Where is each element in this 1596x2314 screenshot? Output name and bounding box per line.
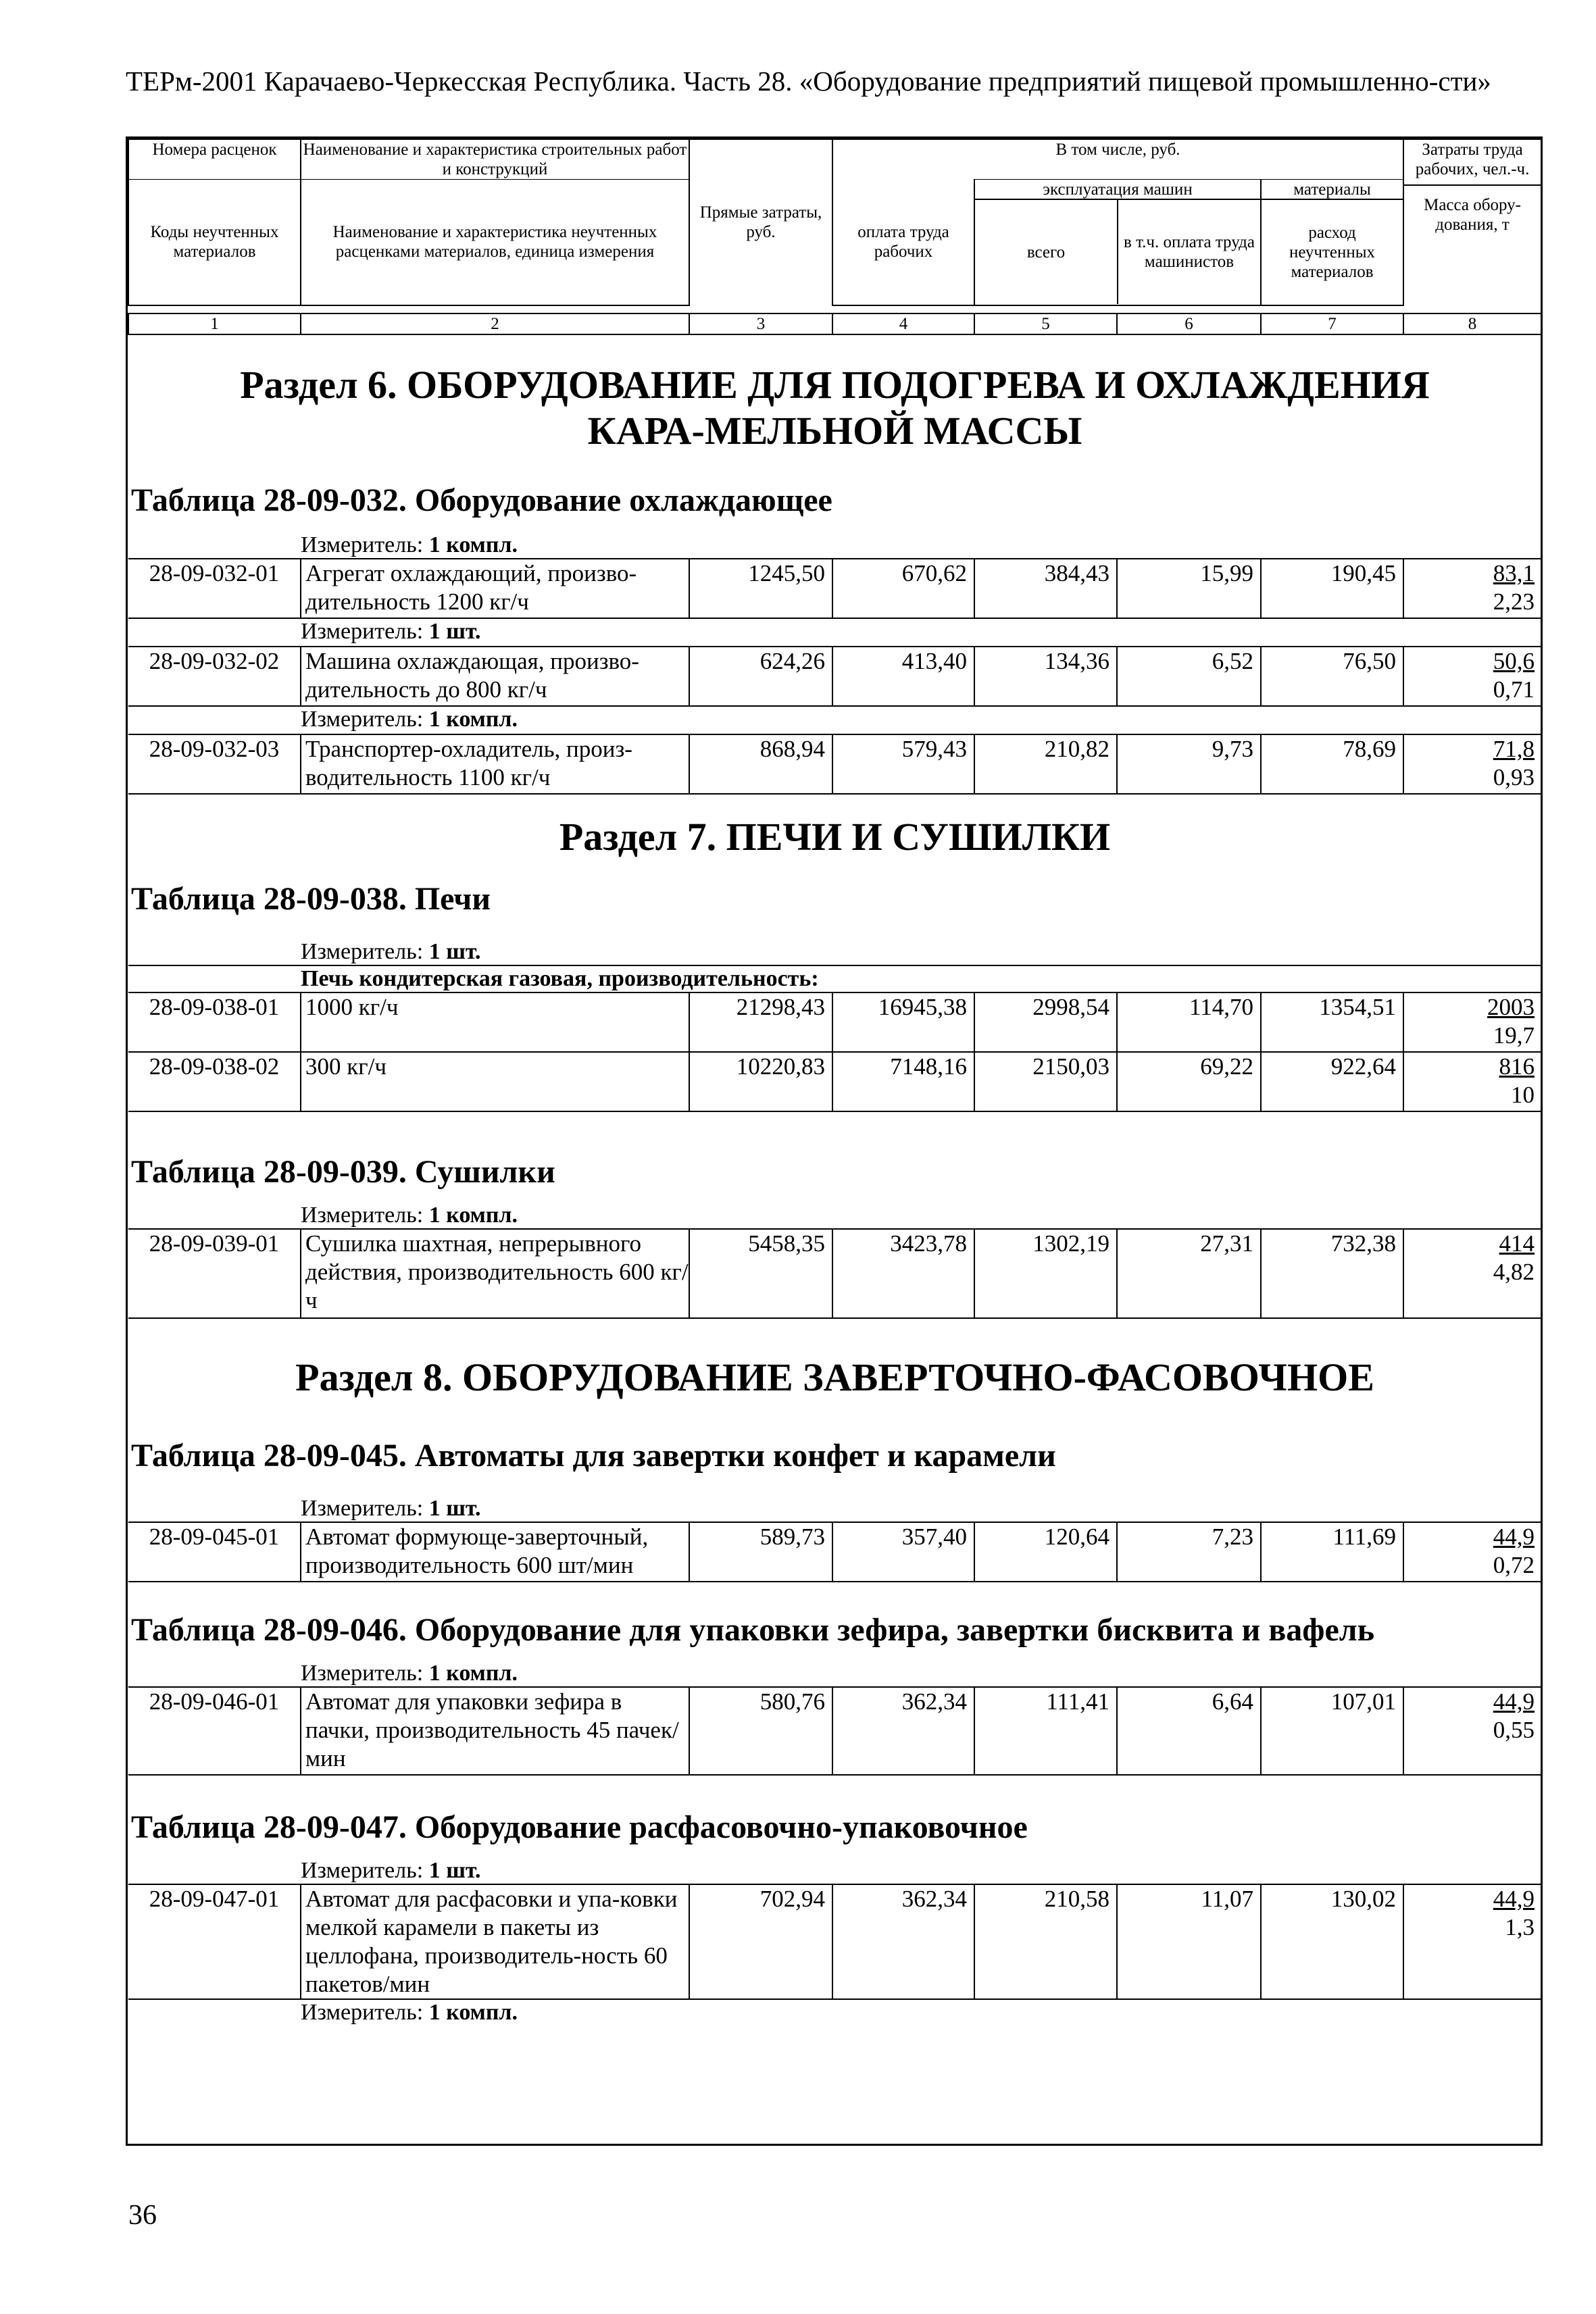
direct-cost: 21298,43: [689, 992, 832, 1052]
labor-hours: 44,9: [1493, 1688, 1535, 1715]
measure-row: [128, 1846, 1541, 1884]
labor-hours: 2003: [1487, 993, 1535, 1020]
operator-cost: 6,64: [1117, 1687, 1261, 1775]
col-head-vsego: всего: [975, 200, 1118, 304]
table-039-title-row: [128, 1111, 1541, 1191]
measure-text: [301, 1999, 1541, 2026]
measure-text: [301, 928, 1541, 965]
measure-value: 1 шт.: [428, 618, 481, 644]
measure-value: 1 компл.: [428, 706, 518, 732]
labor-cost: 670,62: [832, 559, 974, 618]
equipment-mass: 2,23: [1493, 588, 1535, 615]
operator-cost: 9,73: [1117, 734, 1261, 794]
equipment-mass: 0,93: [1493, 763, 1535, 790]
table-045-title-row: [128, 1437, 1541, 1484]
hours-mass: [1403, 647, 1541, 706]
section-6-row: [128, 334, 1541, 482]
hours-mass: [1403, 1522, 1541, 1582]
hours-mass: [1403, 1687, 1541, 1775]
measure-label: Измеритель:: [301, 1999, 424, 2025]
hours-mass: [1403, 734, 1541, 794]
header-row-mid: [128, 180, 1541, 305]
table-row: [128, 1052, 1541, 1111]
measure-text: [301, 1191, 1541, 1229]
page-header: ТЕРм-2001 Карачаево-Черкесская Республика. Часть 28. «Оборудование предприятий пищевой промышленно-сти»: [126, 66, 1491, 97]
price-grid: [128, 139, 1542, 2026]
direct-cost: 5458,35: [689, 1229, 832, 1318]
machine-cost: 384,43: [974, 559, 1117, 618]
table-row: [128, 559, 1541, 618]
rate-code: 28-09-039-01: [128, 1229, 301, 1318]
operator-cost: 15,99: [1117, 559, 1261, 618]
measure-text: [301, 618, 1541, 647]
direct-cost: 580,76: [689, 1687, 832, 1775]
rate-code: 28-09-038-02: [128, 1052, 301, 1111]
labor-cost: 362,34: [832, 1884, 974, 1999]
material-cost: 190,45: [1261, 559, 1403, 618]
table-046-title: Таблица 28-09-046. Оборудование для упаковки зефира, завертки бисквита и вафель: [131, 1611, 1375, 1648]
labor-hours: 71,8: [1493, 735, 1535, 762]
measure-row: [128, 706, 1541, 734]
direct-cost: 868,94: [689, 734, 832, 794]
col-head-pryamye: [689, 139, 832, 305]
rate-code: 28-09-032-02: [128, 647, 301, 706]
header-gap-row: [128, 305, 1541, 313]
measure-value: 1 компл.: [428, 1999, 518, 2025]
direct-cost: 589,73: [689, 1522, 832, 1582]
section-8-title: Раздел 8. ОБОРУДОВАНИЕ ЗАВЕРТОЧНО-ФАСОВОЧНОЕ: [295, 1355, 1374, 1399]
measure-row: [128, 1191, 1541, 1229]
table-row: [128, 1229, 1541, 1318]
labor-hours: 44,9: [1493, 1885, 1535, 1912]
labor-cost: 579,43: [832, 734, 974, 794]
direct-cost: 702,94: [689, 1884, 832, 1999]
measure-text: [301, 706, 1541, 734]
col-head-zatraty-massa: [1403, 139, 1541, 305]
rate-name: Сушилка шахтная, непрерывного действия, производительность 600 кг/ч: [301, 1229, 689, 1318]
table-047-title: Таблица 28-09-047. Оборудование расфасовочно-упаковочное: [131, 1809, 1028, 1845]
rate-name: Машина охлаждающая, произво-дительность до 800 кг/ч: [301, 647, 689, 706]
operator-cost: 114,70: [1117, 992, 1261, 1052]
table-row: [128, 647, 1541, 706]
measure-label: Измеритель:: [301, 938, 424, 964]
table-038-title-row: [128, 880, 1541, 928]
labor-cost: 362,34: [832, 1687, 974, 1775]
measure-text: [301, 529, 1541, 559]
table-047-title-row: [128, 1775, 1541, 1846]
machine-cost: 2150,03: [974, 1052, 1117, 1111]
rate-name: 1000 кг/ч: [301, 992, 689, 1052]
table-038-title: Таблица 28-09-038. Печи: [131, 880, 491, 917]
measure-text: [301, 1649, 1541, 1687]
labor-hours: 414: [1499, 1230, 1535, 1257]
col-head-zatraty: Затраты труда рабочих, чел.-ч.: [1404, 140, 1541, 186]
hours-mass: [1403, 992, 1541, 1052]
measure-text: [301, 1484, 1541, 1522]
material-cost: 111,69: [1261, 1522, 1403, 1582]
col-head-vtch: в т.ч. оплата труда машинистов: [1124, 233, 1255, 271]
hours-mass: [1403, 1229, 1541, 1318]
rate-name: Автомат формующе-заверточный, производительность 600 шт/мин: [301, 1522, 689, 1582]
operator-cost: 7,23: [1117, 1522, 1261, 1582]
equipment-mass: 10: [1511, 1081, 1535, 1108]
measure-row: [128, 1999, 1541, 2026]
table-032-title-row: [128, 482, 1541, 529]
machine-cost: 2998,54: [974, 992, 1117, 1052]
machine-cost: 210,58: [974, 1884, 1117, 1999]
measure-row: [128, 1649, 1541, 1687]
colnum-4: 4: [832, 313, 974, 334]
measure-row: [128, 529, 1541, 559]
rate-name: Агрегат охлаждающий, произво-дительность 1200 кг/ч: [301, 559, 689, 618]
machine-cost: 111,41: [974, 1687, 1117, 1775]
labor-cost: 3423,78: [832, 1229, 974, 1318]
col-head-oplata: оплата труда рабочих: [832, 180, 974, 305]
material-cost: 78,69: [1261, 734, 1403, 794]
labor-hours: 44,9: [1493, 1523, 1535, 1550]
col-head-nomera: Номера расценок: [128, 139, 301, 180]
labor-cost: 16945,38: [832, 992, 974, 1052]
measure-row: [128, 618, 1541, 647]
col-head-pryamye-text: Прямые затраты, руб.: [699, 203, 822, 242]
col-head-ekspl: эксплуатация машин: [975, 180, 1260, 200]
equipment-mass: 0,55: [1493, 1716, 1535, 1743]
section-6-title: Раздел 6. ОБОРУДОВАНИЕ ДЛЯ ПОДОГРЕВА И ОХЛАЖДЕНИЯ КАРА-МЕЛЬНОЙ МАССЫ: [240, 363, 1430, 453]
colnum-8: 8: [1403, 313, 1541, 334]
operator-cost: 6,52: [1117, 647, 1261, 706]
operator-cost: 69,22: [1117, 1052, 1261, 1111]
labor-hours: 83,1: [1493, 559, 1535, 586]
measure-label: Измеритель:: [301, 618, 424, 644]
rate-code: 28-09-038-01: [128, 992, 301, 1052]
material-cost: 76,50: [1261, 647, 1403, 706]
equipment-mass: 1,3: [1505, 1913, 1535, 1940]
rate-code: 28-09-047-01: [128, 1884, 301, 1999]
equipment-mass: 4,82: [1493, 1258, 1535, 1285]
page-number: 36: [128, 2200, 157, 2231]
col-head-naim1: Наименование и характеристика строительных работ и конструкций: [301, 139, 689, 180]
labor-hours: 816: [1499, 1053, 1535, 1080]
measure-row: [128, 928, 1541, 965]
colnum-5: 5: [974, 313, 1117, 334]
rate-code: 28-09-045-01: [128, 1522, 301, 1582]
direct-cost: 1245,50: [689, 559, 832, 618]
colnum-6: 6: [1117, 313, 1261, 334]
material-cost: 732,38: [1261, 1229, 1403, 1318]
measure-text: [301, 1846, 1541, 1884]
colnum-2: 2: [301, 313, 689, 334]
header-row-top: [128, 139, 1541, 180]
col-head-ekspl-split: [975, 200, 1260, 304]
equipment-mass: 0,72: [1493, 1551, 1535, 1578]
direct-cost: 624,26: [689, 647, 832, 706]
measure-label: Измеритель:: [301, 1660, 424, 1686]
machine-cost: 134,36: [974, 647, 1117, 706]
measure-label: Измеритель:: [301, 1857, 424, 1883]
measure-row: [128, 1484, 1541, 1522]
material-cost: 922,64: [1261, 1052, 1403, 1111]
machine-cost: 1302,19: [974, 1229, 1117, 1318]
measure-label: Измеритель:: [301, 706, 424, 732]
hours-mass: [1403, 1884, 1541, 1999]
measure-label: Измеритель:: [301, 532, 424, 557]
section-7-title: Раздел 7. ПЕЧИ И СУШИЛКИ: [559, 815, 1111, 859]
colnum-1: 1: [128, 313, 301, 334]
table-039-title: Таблица 28-09-039. Сушилки: [131, 1153, 555, 1190]
material-cost: 130,02: [1261, 1884, 1403, 1999]
measure-label: Измеритель:: [301, 1495, 424, 1521]
col-head-vtom: В том числе, руб.: [832, 139, 1403, 180]
rate-name: Транспортер-охладитель, произ-водительность 1100 кг/ч: [301, 734, 689, 794]
col-head-ekspl-group: [974, 180, 1261, 305]
colnum-row: [128, 313, 1541, 334]
table-032-title: Таблица 28-09-032. Оборудование охлаждающее: [131, 482, 832, 518]
rate-name: Автомат для упаковки зефира в пачки, производительность 45 пачек/мин: [301, 1687, 689, 1775]
col-head-kody: Коды неучтенных материалов: [128, 180, 301, 305]
measure-label: Измеритель:: [301, 1202, 424, 1228]
section-8-row: [128, 1318, 1541, 1437]
col-head-materialy-group: [1261, 180, 1403, 305]
table-046-title-row: [128, 1582, 1541, 1649]
labor-hours: 50,6: [1493, 647, 1535, 674]
rate-name: Автомат для расфасовки и упа-ковки мелкой карамели в пакеты из целлофана, производитель-ность 60 пакетов/мин: [301, 1884, 689, 1999]
colnum-7: 7: [1261, 313, 1403, 334]
table-row: [128, 1522, 1541, 1582]
measure-value: 1 компл.: [428, 1660, 518, 1686]
measure-value: 1 шт.: [428, 938, 481, 964]
rate-code: 28-09-046-01: [128, 1687, 301, 1775]
operator-cost: 27,31: [1117, 1229, 1261, 1318]
col-head-naim2: Наименование и характеристика неучтенных расценками материалов, единица измерения: [301, 180, 689, 305]
measure-value: 1 шт.: [428, 1857, 481, 1883]
measure-value: 1 компл.: [428, 1202, 518, 1228]
operator-cost: 11,07: [1117, 1884, 1261, 1999]
table-row: [128, 734, 1541, 794]
labor-cost: 7148,16: [832, 1052, 974, 1111]
price-table: [126, 136, 1543, 2146]
section-7-row: [128, 794, 1541, 880]
table-row: [128, 992, 1541, 1052]
measure-value: 1 шт.: [428, 1495, 481, 1521]
table-row: [128, 1884, 1541, 1999]
hours-mass: [1403, 559, 1541, 618]
col-head-massa: Масса обору-дования, т: [1424, 196, 1521, 234]
equipment-mass: 19,7: [1493, 1022, 1535, 1049]
table-045-title: Таблица 28-09-045. Автоматы для завертки конфет и карамели: [131, 1437, 1056, 1474]
col-head-materialy: материалы: [1262, 180, 1403, 200]
colnum-3: 3: [689, 313, 832, 334]
measure-value: 1 компл.: [428, 532, 518, 557]
col-head-rashod: расход неучтенных материалов: [1289, 223, 1376, 281]
material-cost: 1354,51: [1261, 992, 1403, 1052]
equipment-mass: 0,71: [1493, 676, 1535, 703]
labor-cost: 413,40: [832, 647, 974, 706]
rate-name: 300 кг/ч: [301, 1052, 689, 1111]
rate-code: 28-09-032-03: [128, 734, 301, 794]
oven-group-label: Печь кондитерская газовая, производительность:: [301, 965, 1541, 992]
table-row: [128, 1687, 1541, 1775]
hours-mass: [1403, 1052, 1541, 1111]
group-row: [128, 965, 1541, 992]
labor-cost: 357,40: [832, 1522, 974, 1582]
machine-cost: 120,64: [974, 1522, 1117, 1582]
machine-cost: 210,82: [974, 734, 1117, 794]
rate-code: 28-09-032-01: [128, 559, 301, 618]
material-cost: 107,01: [1261, 1687, 1403, 1775]
direct-cost: 10220,83: [689, 1052, 832, 1111]
